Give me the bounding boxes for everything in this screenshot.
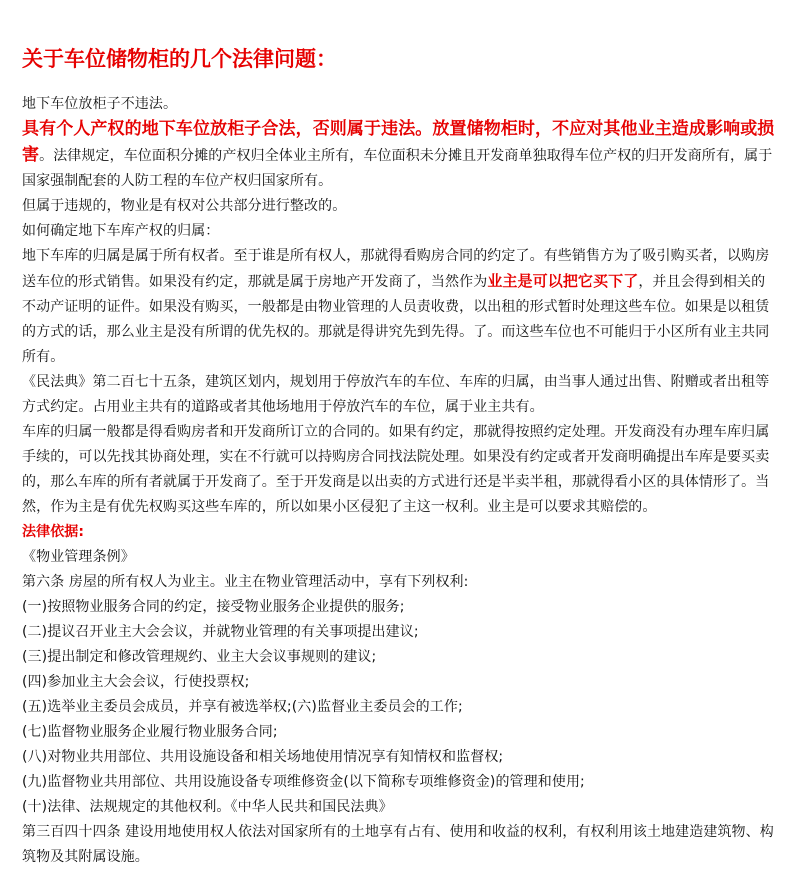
list-item: (二)提议召开业主大会会议，并就物业管理的有关事项提出建议; <box>22 624 419 640</box>
highlight-owner-can-buy: 业主是可以把它买下了 <box>487 272 639 290</box>
paragraph-garage-contract: 车库的归属一般都是得看购房者和开发商所订立的合同的。如果有约定，那就得按照约定处理。开发商没有办理车库归属手续的，可以先找其协商处理，实在不行就可以持购房合同找法院处理。如果没有约定或者开发商明确提出车库是要买卖的，那么车库的所有者就属于开发商了。至于开发商是以出卖的方式进行还是半卖半租，那就得看小区的具体情形了。当然，作为主是有优先权购买这些车库的，所以如果小区侵犯了主这一权利。业主是可以要求其赔偿的。 <box>22 424 770 515</box>
list-item: (十)法律、法规规定的其他权利。《中华人民共和国民法典》 <box>22 799 393 815</box>
list-item: (四)参加业主大会会议，行使投票权; <box>22 674 250 690</box>
legal-basis-label: 法律依据: <box>22 524 85 540</box>
article-6: 第六条 房屋的所有权人为业主。业主在物业管理活动中，享有下列权利: <box>22 574 469 590</box>
list-item: (一)按照物业服务合同的约定，接受物业服务企业提供的服务; <box>22 599 405 615</box>
article-344: 第三百四十四条 建设用地使用权人依法对国家所有的土地享有占有、使用和收益的权利，有权利用该土地建造建筑物、构筑物及其附属设施。 <box>22 824 774 865</box>
paragraph-civil-code-275: 《民法典》第二百七十五条，建筑区划内，规划用于停放汽车的车位、车库的归属，由当事人通过出售、附赠或者出租等方式约定。占用业主共有的道路或者其他场地用于停放汽车的车位，属于业主共有。 <box>22 374 770 415</box>
paragraph-legal-rule <box>22 117 778 194</box>
paragraph-not-illegal: 地下车位放柜子不违法。 <box>22 96 178 112</box>
list-item: (七)监督物业服务企业履行物业服务合同; <box>22 724 278 740</box>
paragraph-garage-ownership-b: ，并且会得到相关的不动产证明的证件。如果没有购买，一般都是由物业管理的人员责收费，以出租的形式暂时处理这些车位。如果是以租赁的方式的话，那么业主是没有所谓的优先权的。那就是得讲究先到先得。了。而这些车位也不可能归于小区所有业主共同所有。 <box>22 274 770 365</box>
list-item: (三)提出制定和修改管理规约、业主大会议事规则的建议; <box>22 649 377 665</box>
paragraph-legal-rule-text: 。法律规定，车位面积分摊的产权归全体业主所有，车位面积未分摊且开发商单独取得车位产权的归开发商所有，属于国家强制配套的人防工程的车位产权归国家所有。 <box>22 148 773 189</box>
list-item: (五)选举业主委员会成员，并享有被选举权;(六)监督业主委员会的工作; <box>22 699 463 715</box>
highlight-legal-condition: 具有个人产权的地下车位放柜子合法，否则属于违法。放置储物柜时，不应对其他业主造成影响或损害 <box>22 119 775 165</box>
regulation-title: 《物业管理条例》 <box>22 549 135 565</box>
document-title: 关于车位储物柜的几个法律问题： <box>22 46 337 71</box>
list-item: (九)监督物业共用部位、共用设施设备专项维修资金(以下简称专项维修资金)的管理和使用; <box>22 774 585 790</box>
paragraph-violation: 但属于违规的，物业是有权对公共部分进行整改的。 <box>22 198 347 214</box>
paragraph-garage-ownership <box>22 244 778 370</box>
paragraph-ownership-question: 如何确定地下车库产权的归属： <box>22 223 220 239</box>
list-item: (八)对物业共用部位、共用设施设备和相关场地使用情况享有知情权和监督权; <box>22 749 504 765</box>
paragraph-garage-ownership-a: 地下车库的归属是属于所有权者。至于谁是所有权人，那就得看购房合同的约定了。有些销售方为了吸引购买者，以购房送车位的形式销售。如果没有约定，那就是属于房地产开发商了，当然作为 <box>22 248 770 290</box>
